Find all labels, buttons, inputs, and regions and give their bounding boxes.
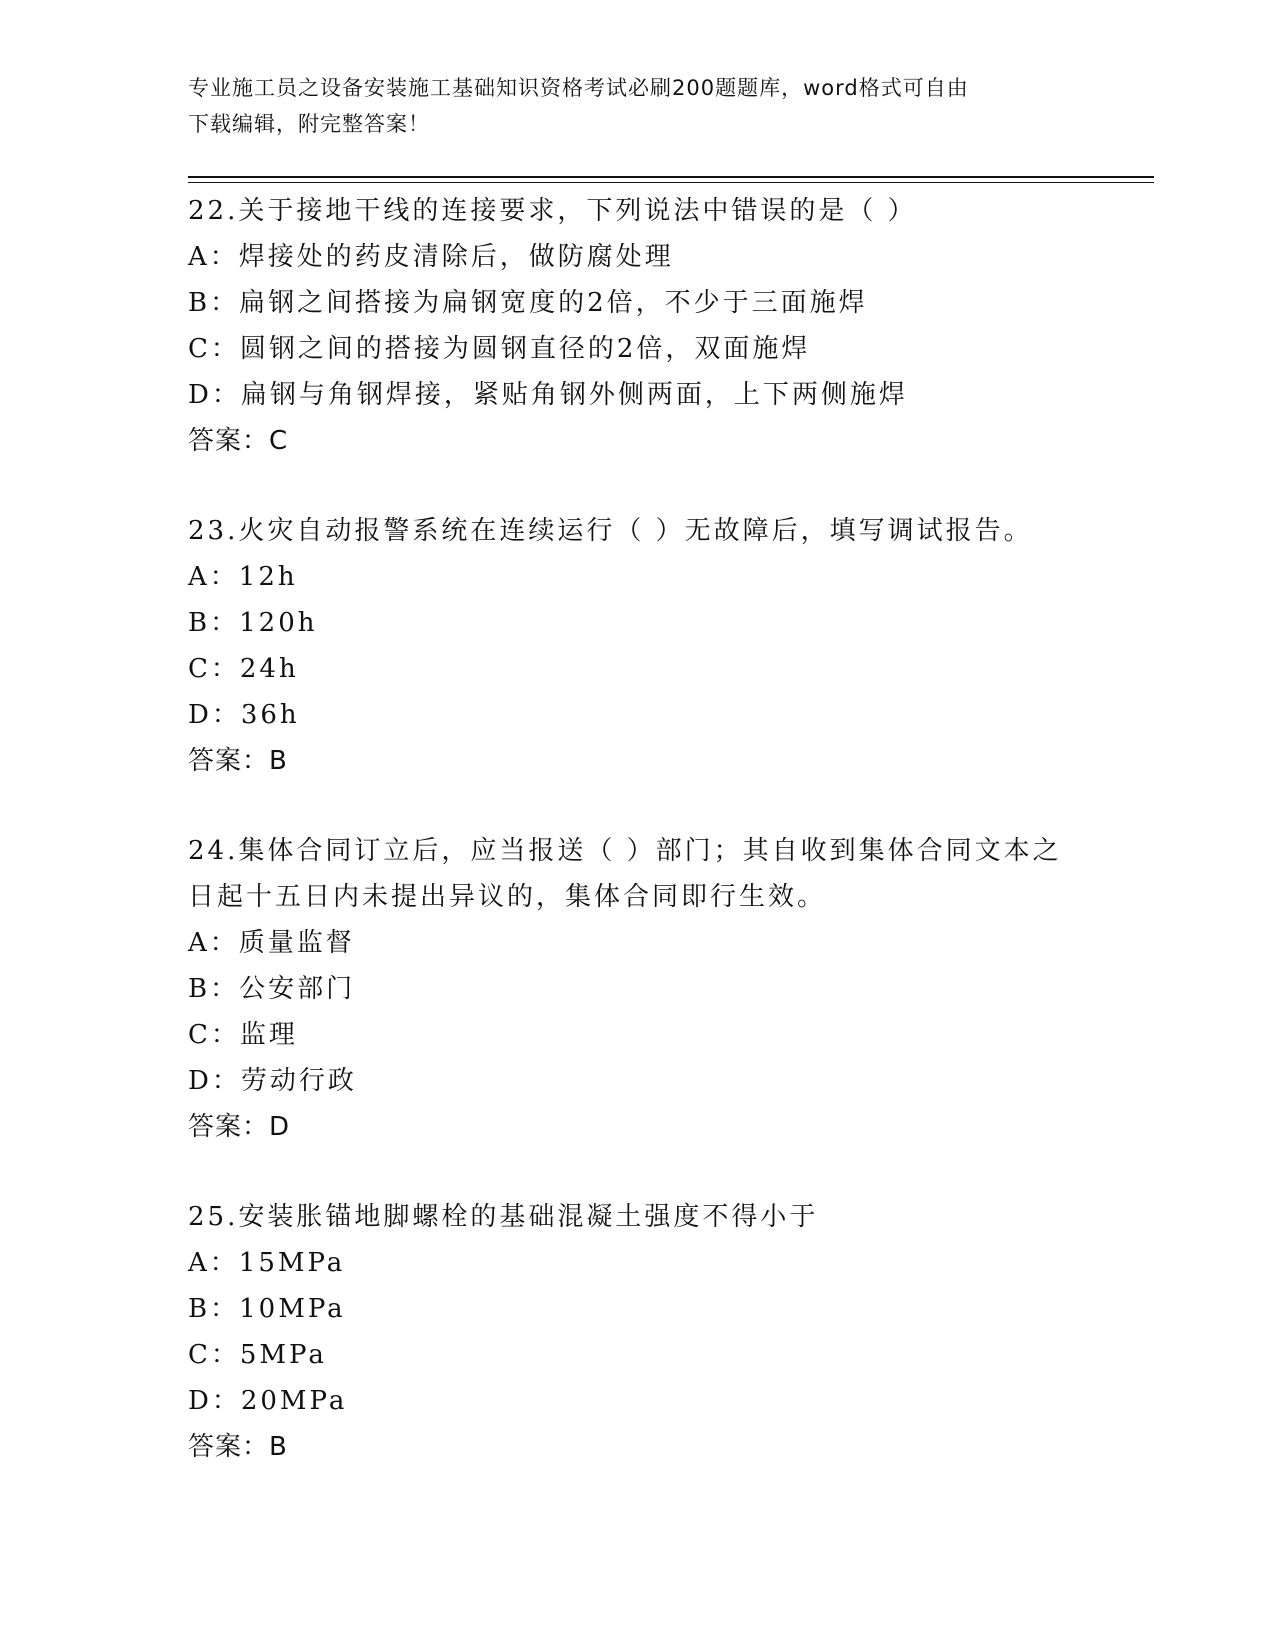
question-22 [188, 188, 1088, 464]
spacer [188, 1150, 1088, 1194]
question-stem: 25.安装胀锚地脚螺栓的基础混凝土强度不得小于 [188, 1202, 819, 1232]
answer: 答案：D [188, 1112, 291, 1142]
header-divider-thin [188, 182, 1154, 183]
question-list [188, 188, 1088, 1470]
option-a: A：质量监督 [188, 928, 355, 958]
answer: 答案：B [188, 746, 288, 776]
header-line-2: 下载编辑，附完整答案！ [188, 112, 430, 136]
spacer [188, 464, 1088, 508]
option-d: D：劳动行政 [188, 1066, 357, 1096]
option-d: D：扁钢与角钢焊接，紧贴角钢外侧两面，上下两侧施焊 [188, 380, 908, 410]
question-stem: 22.关于接地干线的连接要求，下列说法中错误的是（ ） [188, 196, 917, 226]
option-b: B：120h [188, 608, 318, 638]
question-stem-line-2: 日起十五日内未提出异议的，集体合同即行生效。 [188, 882, 827, 912]
question-stem: 23.火灾自动报警系统在连续运行（ ）无故障后，填写调试报告。 [188, 516, 1033, 546]
header-divider-thick [188, 176, 1154, 178]
question-23 [188, 508, 1088, 784]
answer: 答案：C [188, 426, 289, 456]
document-header [188, 70, 1068, 142]
option-d: D：36h [188, 700, 300, 730]
option-b: B：公安部门 [188, 974, 356, 1004]
spacer [188, 784, 1088, 828]
option-a: A：15MPa [188, 1248, 346, 1278]
answer: 答案：B [188, 1432, 288, 1462]
option-c: C：监理 [188, 1020, 298, 1050]
question-stem-line-1: 24.集体合同订立后，应当报送（ ）部门；其自收到集体合同文本之 [188, 836, 1062, 866]
question-25 [188, 1194, 1088, 1470]
option-c: C：5MPa [188, 1340, 327, 1370]
option-c: C：圆钢之间的搭接为圆钢直径的2倍，双面施焊 [188, 334, 811, 364]
option-d: D：20MPa [188, 1386, 348, 1416]
option-a: A：12h [188, 562, 298, 592]
option-a: A：焊接处的药皮清除后，做防腐处理 [188, 242, 674, 272]
question-24 [188, 828, 1088, 1150]
header-line-1: 专业施工员之设备安装施工基础知识资格考试必刷200题题库，word格式可自由 [188, 76, 969, 100]
option-b: B：扁钢之间搭接为扁钢宽度的2倍，不少于三面施焊 [188, 288, 868, 318]
option-b: B：10MPa [188, 1294, 346, 1324]
option-c: C：24h [188, 654, 299, 684]
